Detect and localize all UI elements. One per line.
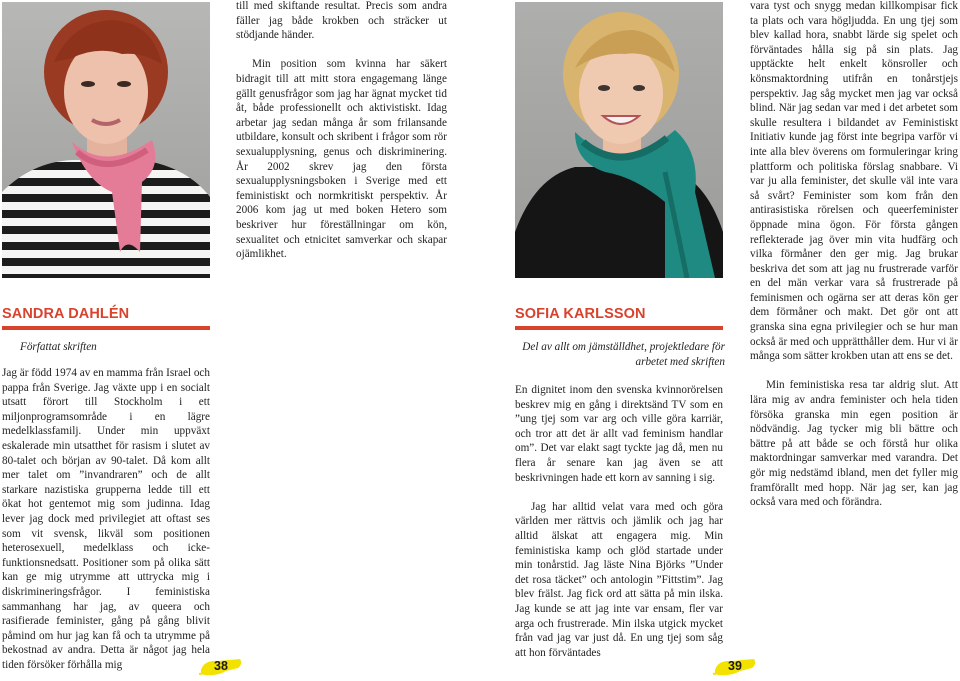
page-number-text: 38 [214,659,228,673]
paragraph: Jag är född 1974 av en mamma från Israel och pappa från Sverige. Jag växte upp i en socialt utsatt förort till Stockholm i ett miljonprogramsområde i en lägre medelklassfamilj. Under min uppväxt eskalerade min utsatthet för rasism i slutet av 80-talet och början av 90-talet. Då kom allt mer talet om ”invandraren” och de allt starkare nazistiska grupperna ledde till ett ökat hot gentemot mig som judinna. Idag lever jag dock med privilegiet att oftast ses som vit svensk, likväl som positionen heterosexuell, medelklass och icke-funktionsnedsatt. Positioner som på olika sätt kan ge mig utrymme att uttrycka mig i diskrimineringsfrågor. I feministiska sammanhang har jag, av queera och rasifierade feminister, gång på gång blivit påmind om hur jag kan få och ta utrymme på bekostnad av andra. Detta är något jag hela tiden försöker förhålla mig [2,367,210,671]
page-number-right [712,656,758,678]
page-number-left [198,656,244,678]
name-underline [515,326,723,330]
page-number-text: 39 [728,659,742,673]
author-name-sandra: SANDRA DAHLÉN [2,306,130,322]
paragraph: Min feministiska resa tar aldrig slut. Att lära mig av andra feminister och hela tiden försöka granska min egen position är nödvändig. Jag tycker mig bli bättre och bättre på att både se och förstå hur olika maktordningar samverkar med varandra. Det gör mig nedstämd ibland, men det fyller mig framförallt med hopp. När jag ser, kan jag också vara med och förändra. [750,379,958,509]
author-role-sandra: Författat skriften [20,341,97,353]
paragraph: Jag har alltid velat vara med och göra världen mer rättvis och jämlik och jag har alltid älskat att engagera mig. Min feministiska kamp och glöd startade under min tonårstid. Jag läste Nina Björks ”Under det rosa täcket” och antologin ”Fittstim”. Jag blev frälst. Jag fick ord att sätta på min ilska. Jag kunde se att jag inte var ensam, fler var arga och frustrerade. Min ilska utgick mycket från vad jag var just då. En ung tjej som såg att hon förväntades [515,500,723,659]
paragraph: Min position som kvinna har säkert bidragit till att mitt stora engagemang länge gällt genusfrågor som jag har ägnat mycket tid åt, både professionellt och aktivistiskt. Idag arbetar jag sedan många år som frilansande utbildare, konsult och skribent i frågor som rör sexualupplysning, genus och diskriminering. År 2002 skrev jag den första sexualupplysningsboken i Sverige med ett feministiskt och normkritiskt perspektiv. År 2006 kom jag ut med boken Hetero som beskriver hur föreställningar om kön, sexualitet och etnicitet samverkar och skapar ojämlikhet. [236,58,447,261]
paragraph: till med skiftande resultat. Precis som andra fäller jag både krokben och sträcker ut stödjande händer. [236,0,447,42]
author-name-sofia: SOFIA KARLSSON [515,306,646,322]
author-role-sofia: Del av allt om jämställdhet, projektledare för arbetet med skriften [522,341,725,368]
portrait-photo-sofia [515,2,723,278]
body-column-4 [750,0,958,510]
paragraph: vara tyst och snygg medan killkompisar fick ta plats och vara högljudda. En ung tjej som blev kallad hora, snabbt lärde sig spelet och förväntades hålla sig på sin plats. Jag upptäckte helt enkelt könsroller och könsmaktordning utifrån en tonårstjejs perspektiv. Jag såg mycket men jag var också blind. När jag sedan var med i det arbetet som skulle resultera i bildandet av Feministiskt Initiativ kunde jag först inte begripa varför vi inte alla blev överens om formuleringar kring plattform och politiska förslag snabbare. Vi var ju alla feminister, det skulle väl inte vara så svårt? Feminister som kom från den antirasistiska rörelsen och queerfeminister öppnade mina ögon. För första gången reflekterade jag över min vita hudfärg och vilka förmåner den ger mig. Jag brukar beskriva det som att jag nu frustrerade varför en del män verkar vara så frustrerade på feminismen och ogärna ser att deras kön ger dem förmåner och makt. Det gör ont att granska sina egna privilegier och se hur man också är med och upprätthåller dem. Hur vi är många som sätter krokben utan att ens se det. [750,0,958,363]
portrait-photo-sandra [2,2,210,278]
body-column-2 [236,0,447,262]
name-underline [2,326,210,330]
body-column-1 [2,366,210,672]
body-column-3 [515,383,723,660]
paragraph: En dignitet inom den svenska kvinnorörelsen beskrev mig en gång i direktsänd TV som en ”ung tjej som var arg och ville göra karriär, och tror att det är allt vad feminism handlar om”. Det var elakt sagt tyckte jag då, men nu flera år senare kan jag även se att beskrivningen hade ett korn av sanning i sig. [515,384,723,484]
